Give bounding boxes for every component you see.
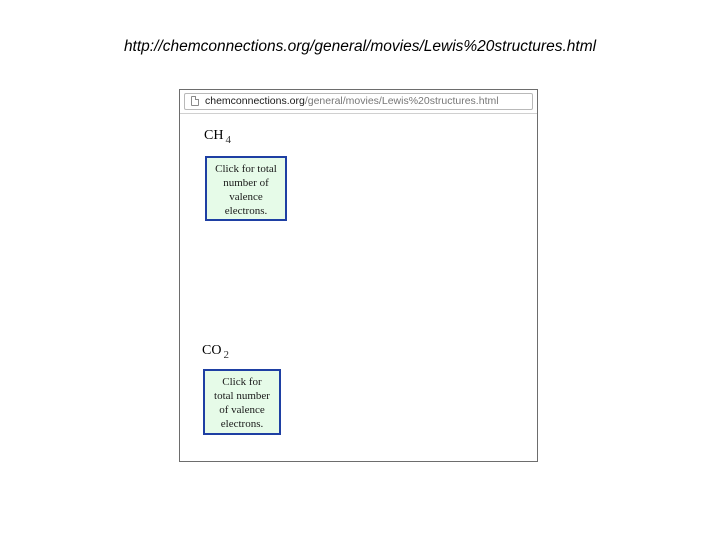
- formula-ch4-subscript: 4: [225, 134, 231, 146]
- co2-button-line-4: electrons.: [220, 418, 264, 430]
- co2-button-line-1: Click for: [222, 376, 262, 388]
- co2-button-line-3: of valence: [219, 404, 265, 416]
- url-text[interactable]: [205, 95, 499, 108]
- document-icon: [191, 96, 199, 106]
- browser-window: [179, 89, 538, 462]
- ch4-button-line-2: number of: [223, 177, 269, 189]
- ch4-valence-button[interactable]: [205, 156, 287, 221]
- formula-co2: [202, 343, 229, 359]
- formula-co2-subscript: 2: [223, 349, 229, 361]
- co2-valence-button[interactable]: [203, 369, 281, 435]
- slide-title: http://chemconnections.org/general/movies/Lewis%20structures.html: [123, 38, 597, 55]
- ch4-button-line-4: electrons.: [224, 205, 268, 217]
- ch4-button-line-1: Click for total: [215, 163, 277, 175]
- toolbar-divider: [180, 113, 537, 114]
- co2-button-line-2: total number: [214, 390, 270, 402]
- formula-co2-base: CO: [202, 343, 222, 358]
- ch4-button-line-3: valence: [229, 191, 263, 203]
- url-path: /general/movies/Lewis%20structures.html: [304, 95, 499, 107]
- address-bar[interactable]: [184, 93, 533, 110]
- formula-ch4: [204, 128, 231, 144]
- url-domain: chemconnections.org: [205, 95, 305, 107]
- formula-ch4-base: CH: [204, 128, 224, 143]
